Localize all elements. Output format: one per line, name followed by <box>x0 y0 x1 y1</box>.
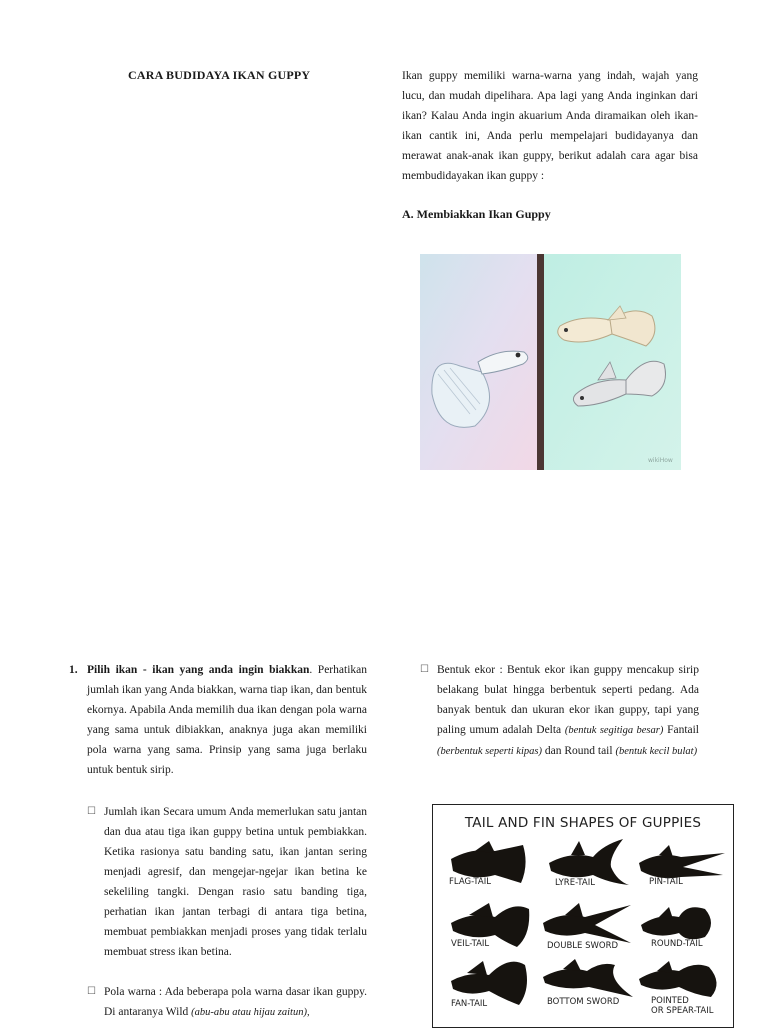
bullet-fish-count <box>87 802 367 962</box>
step-1-heading: Pilih ikan - ikan yang anda ingin biakkan <box>87 664 310 676</box>
document-title: CARA BUDIDAYA IKAN GUPPY <box>128 68 311 82</box>
image-watermark: wikiHow <box>648 457 673 464</box>
label-flag-tail: FLAG-TAIL <box>449 877 491 887</box>
section-a-heading: A. Membiakkan Ikan Guppy <box>402 207 551 221</box>
double-sword-silhouette <box>543 903 631 943</box>
checkbox-icon: ☐ <box>87 806 96 817</box>
bullet-fish-count-text: Jumlah ikan Secara umum Anda memerlukan satu jantan dan dua atau tiga ikan guppy betina untuk pembiakkan. Ketika rasionya satu banding satu, ikan jantan sering menjadi agresif, dan mengejar-ngejar ikan betina ke sekeliling tangki. Dengan rasio satu banding tiga, perhatian ikan jantan terbagi di antara tiga betina, membuat pembiakkan menjadi proses yang tidak terlalu membuat stress ikan betina. <box>104 806 367 958</box>
bullet-color-pattern-note: (abu-abu atau hijau zaitun), <box>191 1007 310 1018</box>
tail-note-delta: (bentuk segitiga besar) <box>564 725 664 736</box>
step-1-paragraph <box>69 660 367 780</box>
checkbox-icon: ☐ <box>420 664 429 675</box>
label-bottom-sword: BOTTOM SWORD <box>547 997 620 1007</box>
tail-text-3: dan Round tail <box>541 745 616 757</box>
intro-paragraph: Ikan guppy memiliki warna-warna yang indah, wajah yang lucu, dan mudah dipelihara. Apa lagi yang Anda inginkan dari ikan? Kalau Anda ingin akuarium Anda diramaikan oleh ikan-ikan cantik ini, Anda perlu mempelajari budidayanya dan merawat anak-anak ikan guppy, berikut adalah cara agar bisa membudidayakan ikan guppy : <box>402 70 698 182</box>
label-veil-tail: VEIL-TAIL <box>451 939 490 949</box>
label-fan-tail: FAN-TAIL <box>451 999 488 1009</box>
tail-text-1: Bentuk ekor : Bentuk ekor ikan guppy mencakup sirip belakang bulat hingga berbentuk seperti pedang. Ada banyak bentuk dan ukuran ekor ikan guppy, tapi yang paling umum adalah Delta <box>437 664 699 736</box>
tail-note-fantail: (berbentuk seperti kipas) <box>437 746 542 757</box>
bullet-color-pattern <box>87 982 367 1023</box>
guppy-illustration <box>420 254 681 470</box>
step-1-text: . Perhatikan jumlah ikan yang Anda biakkan, warna tiap ikan, dan bentuk ekornya. Apabila Anda memilih dua ikan dengan pola warna yang sama untuk dibiakkan, anaknya juga akan memiliki pola warna yang sama. Prinsip yang sama juga berlaku untuk bentuk sirip. <box>87 664 367 776</box>
label-double-sword: DOUBLE SWORD <box>547 941 619 951</box>
checkbox-icon: ☐ <box>87 986 96 997</box>
tail-text-2: Fantail <box>663 724 700 736</box>
pin-tail-silhouette <box>639 845 725 878</box>
tail-note-round: (bentuk kecil bulat) <box>615 746 698 757</box>
label-pointed: POINTED <box>651 996 689 1006</box>
diagram-title: TAIL AND FIN SHAPES OF GUPPIES <box>464 815 702 831</box>
label-round-tail: ROUND-TAIL <box>651 939 703 949</box>
round-tail-silhouette <box>641 907 711 939</box>
bullet-color-pattern-text: Pola warna : Ada beberapa pola warna dasar ikan guppy. Di antaranya Wild <box>104 986 367 1018</box>
label-lyre-tail: LYRE-TAIL <box>555 878 595 888</box>
pointed-tail-silhouette <box>639 961 717 997</box>
tail-shapes-diagram <box>432 804 734 1028</box>
label-spear-tail: OR SPEAR-TAIL <box>651 1006 714 1016</box>
bullet-tail-shape <box>420 660 699 762</box>
step-number: 1. <box>69 664 78 676</box>
label-pin-tail: PIN-TAIL <box>649 877 683 887</box>
bottom-sword-silhouette <box>543 959 633 997</box>
